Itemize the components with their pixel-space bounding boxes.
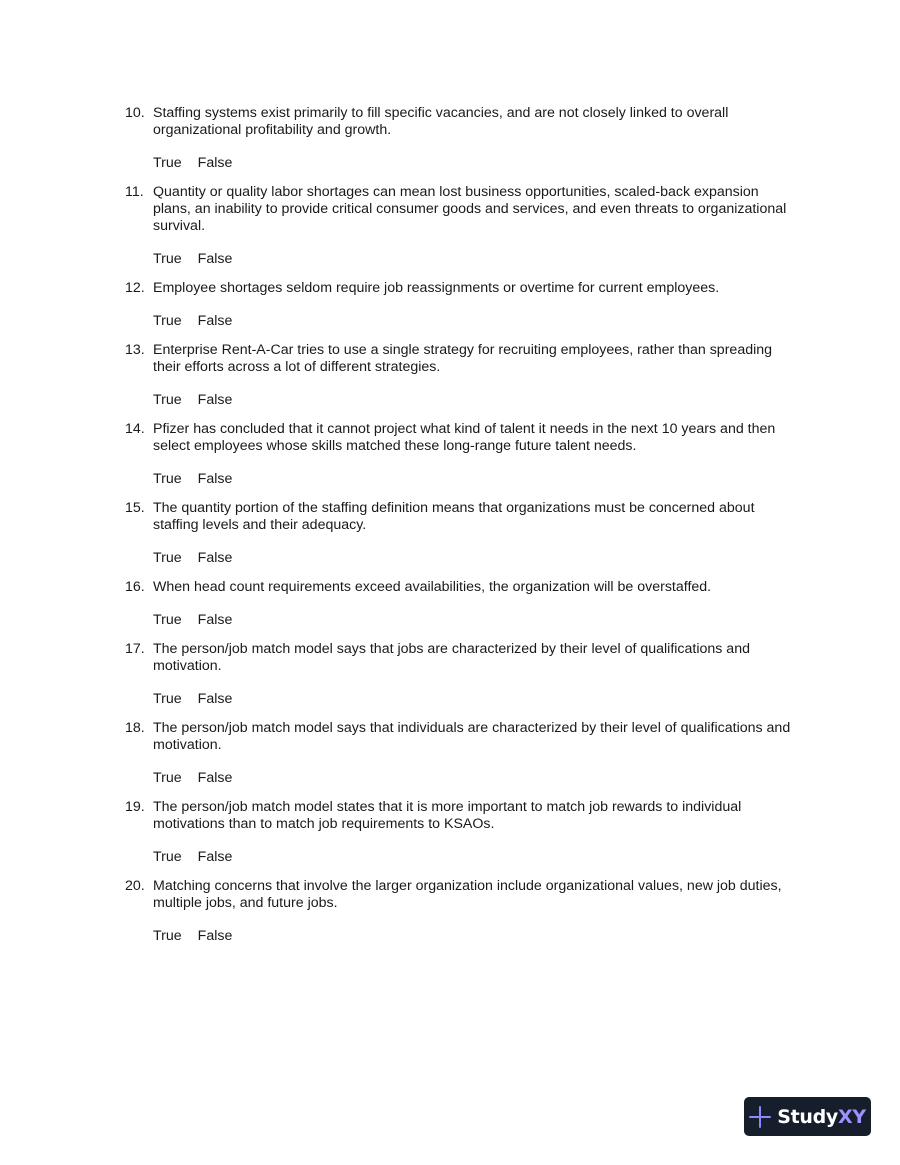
answer-option-false[interactable]: False bbox=[197, 550, 233, 566]
answer-options bbox=[153, 392, 795, 409]
question-number: 17. bbox=[125, 641, 145, 657]
question-number: 18. bbox=[125, 720, 145, 736]
answer-option-false[interactable]: False bbox=[197, 770, 233, 786]
studyxy-logo[interactable] bbox=[744, 1097, 871, 1136]
answer-option-true[interactable]: True bbox=[153, 155, 182, 171]
answer-option-true[interactable]: True bbox=[153, 392, 182, 408]
answer-option-true[interactable]: True bbox=[153, 313, 182, 329]
question-number: 11. bbox=[125, 184, 144, 200]
answer-options bbox=[153, 251, 795, 268]
answer-option-true[interactable]: True bbox=[153, 691, 182, 707]
question-text: Staffing systems exist primarily to fill specific vacancies, and are not closely linked to overall organizational profitability and growth. bbox=[153, 105, 729, 138]
answer-option-false[interactable]: False bbox=[197, 691, 233, 707]
question-item bbox=[125, 799, 795, 866]
answer-option-true[interactable]: True bbox=[153, 550, 182, 566]
answer-option-true[interactable]: True bbox=[153, 928, 182, 944]
answer-options bbox=[153, 928, 795, 945]
question-text: Pfizer has concluded that it cannot project what kind of talent it needs in the next 10 years and then select employees whose skills matched these long-range future talent needs. bbox=[153, 421, 776, 454]
answer-option-false[interactable]: False bbox=[197, 471, 233, 487]
question-item bbox=[125, 342, 795, 409]
plus-icon bbox=[749, 1106, 771, 1128]
question-number: 20. bbox=[125, 878, 145, 894]
question-list bbox=[125, 105, 795, 957]
question-number: 16. bbox=[125, 579, 145, 595]
question-text: The person/job match model says that jobs are characterized by their level of qualifications and motivation. bbox=[153, 641, 750, 674]
question-item bbox=[125, 421, 795, 488]
answer-option-false[interactable]: False bbox=[197, 251, 233, 267]
answer-option-false[interactable]: False bbox=[197, 392, 233, 408]
answer-option-true[interactable]: True bbox=[153, 849, 182, 865]
answer-option-false[interactable]: False bbox=[197, 313, 233, 329]
answer-options bbox=[153, 471, 795, 488]
question-text: Employee shortages seldom require job reassignments or overtime for current employees. bbox=[153, 280, 720, 296]
question-item bbox=[125, 105, 795, 172]
answer-option-true[interactable]: True bbox=[153, 251, 182, 267]
answer-options bbox=[153, 612, 795, 629]
question-text: Enterprise Rent-A-Car tries to use a single strategy for recruiting employees, rather than spreading their efforts across a lot of different strategies. bbox=[153, 342, 773, 375]
question-text: The person/job match model states that it is more important to match job rewards to individual motivations than to match job requirements to KSAOs. bbox=[153, 799, 742, 832]
question-item bbox=[125, 878, 795, 945]
answer-options bbox=[153, 550, 795, 567]
question-item bbox=[125, 184, 795, 268]
question-number: 13. bbox=[125, 342, 145, 358]
question-number: 12. bbox=[125, 280, 145, 296]
question-text: The person/job match model says that individuals are characterized by their level of qualifications and motivation. bbox=[153, 720, 791, 753]
answer-options bbox=[153, 155, 795, 172]
question-text: The quantity portion of the staffing definition means that organizations must be concerned about staffing levels and their adequacy. bbox=[153, 500, 755, 533]
answer-option-false[interactable]: False bbox=[197, 928, 233, 944]
question-text: Matching concerns that involve the larger organization include organizational values, new job duties, multiple jobs, and future jobs. bbox=[153, 878, 782, 911]
answer-option-false[interactable]: False bbox=[197, 612, 233, 628]
answer-option-false[interactable]: False bbox=[197, 155, 233, 171]
question-item bbox=[125, 720, 795, 787]
question-text: Quantity or quality labor shortages can mean lost business opportunities, scaled-back expansion plans, an inability to provide critical consumer goods and services, and even threats to organizational survival. bbox=[153, 184, 787, 234]
question-number: 15. bbox=[125, 500, 145, 516]
answer-option-true[interactable]: True bbox=[153, 471, 182, 487]
question-number: 14. bbox=[125, 421, 145, 437]
question-item bbox=[125, 579, 795, 629]
answer-options bbox=[153, 849, 795, 866]
question-number: 19. bbox=[125, 799, 145, 815]
answer-option-true[interactable]: True bbox=[153, 770, 182, 786]
question-number: 10. bbox=[125, 105, 145, 121]
answer-options bbox=[153, 691, 795, 708]
question-item bbox=[125, 641, 795, 708]
answer-option-true[interactable]: True bbox=[153, 612, 182, 628]
answer-options bbox=[153, 770, 795, 787]
answer-option-false[interactable]: False bbox=[197, 849, 233, 865]
question-item bbox=[125, 500, 795, 567]
question-text: When head count requirements exceed availabilities, the organization will be overstaffed. bbox=[153, 579, 712, 595]
brand-name: StudyXY bbox=[777, 1105, 866, 1128]
answer-options bbox=[153, 313, 795, 330]
question-item bbox=[125, 280, 795, 330]
